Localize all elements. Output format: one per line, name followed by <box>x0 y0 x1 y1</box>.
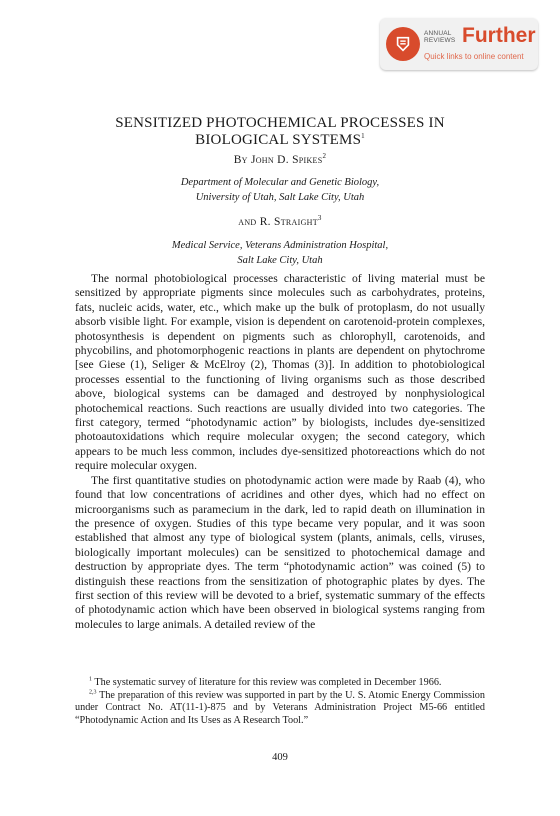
title-footnote-mark: 1 <box>361 132 365 140</box>
affiliation-1 <box>60 175 500 205</box>
article-title <box>60 115 500 149</box>
annual-reviews-label <box>424 30 455 44</box>
author-1 <box>60 154 500 166</box>
title-line-2 <box>60 132 500 149</box>
author-2 <box>60 216 500 228</box>
title-line-1: SENSITIZED PHOTOCHEMICAL PROCESSES IN <box>115 115 445 131</box>
further-subtitle: Quick links to online content <box>424 52 524 61</box>
affiliation-2-line-1: Medical Service, Veterans Administration Hospital, <box>171 240 389 251</box>
author-1-footnote-mark: 2 <box>322 152 327 161</box>
body-paragraph-1: The normal photobiological processes characteristic of living material must be sensitized by appropriate pigments since molecules such as carbohydrates, proteins, fats, nucleic acids, water, etc., which make up the bulk of protoplasm, do not usually absorb visible light. For example, vision is dependent on carotenoid-protein complexes, photosynthesis is dependent on pigments such as chlorophyll, carotenoids, and phycobilins, and photomorphogenic reactions in plants are dependent on phytochrome [see Giese (1), Seliger & McElroy (2), Thomas (3)]. In addition to photobiological processes essential to the functioning of living organisms such as those described above, biological systems can be damaged and destroyed by nonphysiological photochemical reactions. Such reactions are usually divided into two categories. The first category, termed “photodynamic action” by biologists, includes dye-sensitized photoautoxidations which require molecular oxygen; the second category, which appears to be much less common, includes dye-sensitized photoreactions which do not require molecular oxygen. <box>75 272 485 473</box>
annual-reviews-logo-icon <box>386 27 420 61</box>
affiliation-2 <box>60 238 500 268</box>
footnote-2-3-mark: 2,3 <box>89 689 97 696</box>
author-2-footnote-mark: 3 <box>317 214 322 223</box>
affiliation-1-line-1: Department of Molecular and Genetic Biology, <box>180 177 380 188</box>
footnote-2-3 <box>75 690 485 728</box>
annual-label: ANNUAL <box>424 30 452 37</box>
footnote-1-text: The systematic survey of literature for this review was completed in December 1966. <box>94 677 442 688</box>
footnote-2-3-text: The preparation of this review was supported in part by the U. S. Atomic Energy Commission under Contract No. AT(11-1)-875 and by Veterans Administration Project M5-66 entitled “Photodynamic Action and Its Uses as A Research Tool.” <box>75 689 485 726</box>
author-1-prefix: By <box>233 154 248 166</box>
author-2-prefix: and <box>238 216 257 228</box>
footnotes <box>75 677 485 727</box>
further-wordmark: Further <box>462 24 536 47</box>
affiliation-1-line-2: University of Utah, Salt Lake City, Utah <box>195 192 365 203</box>
page-number: 409 <box>272 752 288 763</box>
author-2-name: R. Straight <box>259 216 318 228</box>
reviews-label: REVIEWS <box>424 37 456 44</box>
affiliation-2-line-2: Salt Lake City, Utah <box>237 255 323 266</box>
article-body <box>75 272 485 632</box>
body-paragraph-2: The first quantitative studies on photodynamic action were made by Raab (4), who found that low concentrations of acridines and other dyes, which had no effect on microorganisms such as paramecium in the dark, led to rapid death on illumination in the presence of oxygen. Studies of this type became very popular, and it was soon established that almost any type of biological system (plants, animals, cells, viruses, biologically important molecules) can be sensitized to photochemical damage and destruction by appropriate dyes. The term “photodynamic action” was coined (5) to distinguish these reactions from the sensitization of photographic plates by dyes. The first section of this review will be devoted to a brief, systematic summary of the effects of photodynamic action which have been observed in biological systems ranging from molecules to large animals. A detailed review of the <box>75 473 485 631</box>
footnote-1-mark: 1 <box>89 676 92 683</box>
further-badge[interactable] <box>380 18 538 70</box>
title-line-2-text: BIOLOGICAL SYSTEMS <box>195 132 362 148</box>
footnote-1 <box>75 677 485 690</box>
author-1-name: John D. Spikes <box>250 154 323 166</box>
